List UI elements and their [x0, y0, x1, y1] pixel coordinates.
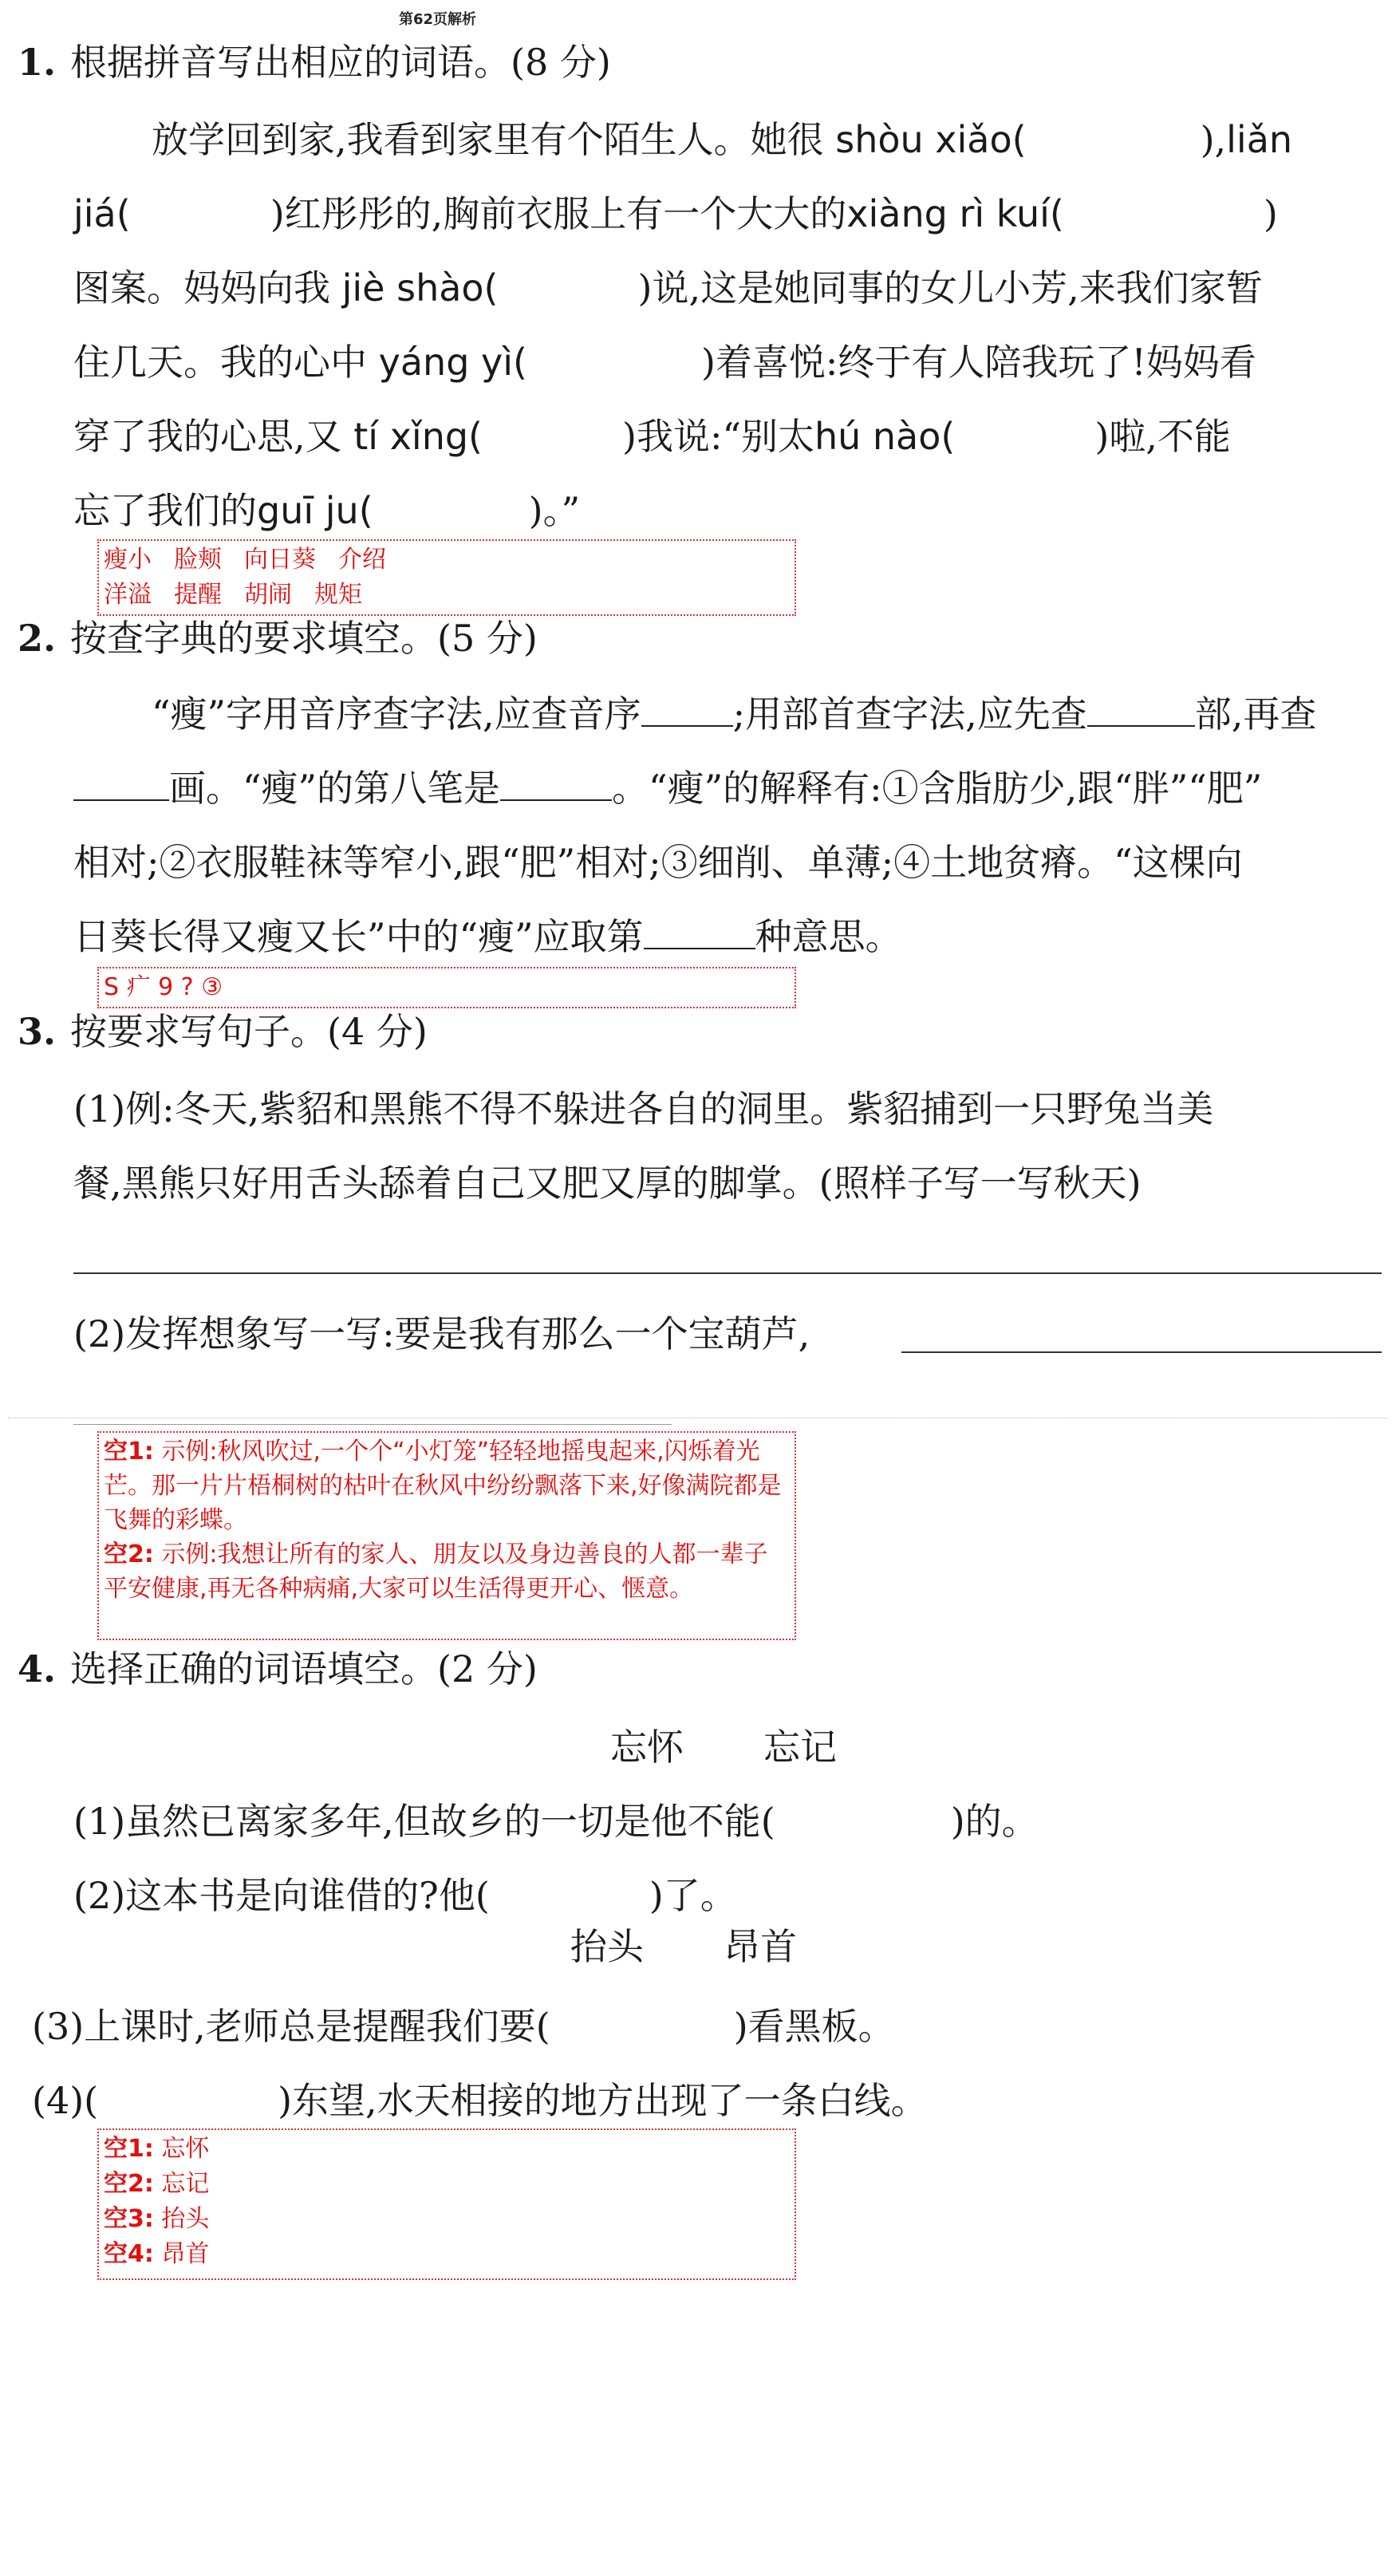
q2-text: 种意思。 [755, 915, 902, 958]
q2-number: 2. [18, 617, 57, 660]
q4-answer-row [104, 2167, 790, 2202]
q4-line-4 [32, 2077, 928, 2124]
q1-line-1 [152, 116, 1292, 164]
q4-title [18, 1645, 538, 1693]
answer-label: 空3: [104, 2205, 154, 2233]
q1-text: 图案。妈妈向我 [73, 266, 330, 310]
q4-answer-row [104, 2237, 790, 2272]
q2-blank[interactable] [644, 948, 755, 949]
q4-text: )看黑板。 [733, 2005, 895, 2048]
answer-text: 昂首 [161, 2240, 210, 2268]
q1-text: )。” [528, 489, 581, 532]
answer-word: 洋溢 [104, 581, 152, 609]
q1-pinyin: jiè shào( [341, 266, 499, 310]
answer-word: 向日葵 [244, 546, 316, 574]
q4-number: 4. [18, 1647, 57, 1690]
q1-line-3 [73, 264, 1263, 312]
q2-blank[interactable] [641, 725, 733, 727]
answer-word: 介绍 [338, 546, 386, 574]
q2-blank[interactable] [73, 799, 169, 801]
answer-text: 示例:秋风吹过,一个个“小灯笼”轻轻地摇曳起来,闪烁着光芒。那一片片梧桐树的枯叶在秋风中纷纷飘落下来,好像满院都是飞舞的彩蝶。 [104, 1438, 782, 1534]
q1-text: 忘了我们的 [73, 489, 257, 532]
answer-word: 提醒 [174, 581, 222, 609]
q4-options-2 [570, 1923, 797, 1970]
q1-text: )红彤彤的,胸前衣服上有一个大大的 [270, 192, 847, 235]
answer-text: 示例:我想让所有的家人、朋友以及身边善良的人都一辈子平安健康,再无各种病痛,大家可以生活得更开心、惬意。 [104, 1540, 768, 1603]
q1-number: 1. [18, 41, 57, 84]
q1-text: 住几天。我的心中 [73, 341, 367, 384]
q4-answer-row [104, 2132, 790, 2167]
q2-text: 画。“瘦”的第八笔是 [169, 767, 501, 810]
q2-text: 部,再查 [1194, 692, 1317, 736]
q1-line-4 [73, 338, 1256, 386]
answer-label: 空2: [104, 2170, 154, 2198]
q1-pinyin: liǎn [1226, 118, 1293, 161]
option-word: 忘记 [763, 1726, 837, 1769]
answer-text: 抬头 [161, 2205, 210, 2233]
q4-line-3 [32, 2002, 895, 2050]
q1-pinyin: hú nào( [814, 415, 956, 458]
q1-title-text: 根据拼音写出相应的词语。(8 分) [70, 41, 611, 84]
answer-label: 空4: [104, 2240, 154, 2268]
q4-line-1 [73, 1797, 1039, 1845]
q2-answer-text: S 疒 9 ? ③ [104, 973, 223, 1001]
q1-line-6 [73, 487, 580, 535]
q3-title [18, 1008, 428, 1055]
q2-line-2 [73, 764, 1262, 812]
option-word: 忘怀 [610, 1726, 684, 1769]
q2-text: ;用部首查字法,应先查 [732, 692, 1087, 736]
answer-label: 空1: [104, 1438, 154, 1466]
q1-text: ), [1200, 118, 1227, 161]
q3-line-1: (1)例:冬天,紫貂和黑熊不得不躲进各自的洞里。紫貂捕到一只野兔当美 [73, 1087, 1214, 1130]
answer-label: 空1: [104, 2135, 154, 2163]
answer-word: 瘦小 [104, 546, 152, 574]
q4-options-1 [610, 1723, 837, 1771]
q2-line-1 [152, 690, 1316, 738]
q4-text: (1)虽然已离家多年,但故乡的一切是他不能( [73, 1800, 775, 1843]
q2-blank[interactable] [500, 799, 612, 801]
page-header: 第62页解析 [399, 11, 477, 28]
q3-line-2: 餐,黑熊只好用舌头舔着自己又肥又厚的脚掌。(照样子写一写秋天) [73, 1162, 1142, 1205]
q1-line-5 [73, 412, 1231, 460]
q1-text: )说,这是她同事的女儿小芳,来我们家暂 [637, 266, 1263, 310]
q3-answer-line-3[interactable] [73, 1424, 672, 1425]
q1-text: ) [1263, 192, 1278, 235]
answer-text: 忘怀 [161, 2135, 210, 2163]
q1-answer-row-1 [104, 542, 790, 578]
q4-answer-box [97, 2128, 796, 2280]
q2-text: 日葵长得又瘦又长”中的“瘦”应取第 [73, 915, 644, 958]
q1-line-2 [73, 190, 1278, 238]
answer-word: 规矩 [314, 581, 362, 609]
q1-text: )啦,不能 [1094, 415, 1231, 458]
q2-blank[interactable] [1087, 725, 1195, 727]
q2-title [18, 614, 538, 662]
q2-line-3: 相对;②衣服鞋袜等窄小,跟“肥”相对;③细削、单薄;④土地贫瘠。“这棵向 [73, 841, 1243, 884]
answer-text: 忘记 [161, 2170, 210, 2198]
q3-answer-box [97, 1431, 796, 1640]
answer-word: 胡闹 [244, 581, 292, 609]
option-word: 昂首 [724, 1925, 797, 1968]
q1-text: )着喜悦:终于有人陪我玩了!妈妈看 [700, 341, 1256, 384]
q1-pinyin: jiá( [73, 192, 131, 235]
answer-word: 脸颊 [174, 546, 222, 574]
q1-pinyin: guī ju( [257, 489, 373, 532]
q3-title-text: 按要求写句子。(4 分) [70, 1010, 428, 1053]
q1-answer-box [97, 539, 796, 616]
q1-text: 穿了我的心思,又 [73, 415, 342, 458]
q4-text: )的。 [950, 1800, 1039, 1843]
option-word: 抬头 [570, 1925, 644, 1968]
q3-answer-line-2[interactable] [901, 1351, 1382, 1353]
q4-text: )了。 [649, 1874, 737, 1917]
q1-pinyin: tí xǐng( [353, 415, 483, 458]
q1-pinyin: shòu xiǎo( [835, 118, 1027, 161]
q4-line-2 [73, 1872, 737, 1919]
q4-text: (2)这本书是向谁借的?他( [73, 1874, 490, 1917]
answer-label: 空2: [104, 1540, 154, 1568]
q4-text: (4)( [32, 2079, 99, 2122]
q2-text: “瘦”字用音序查字法,应查音序 [152, 692, 641, 736]
q1-title [18, 38, 611, 86]
q2-text: 。“瘦”的解释有:①含脂肪少,跟“胖”“肥” [612, 767, 1263, 810]
q2-line-4 [73, 913, 902, 961]
q3-line-3: (2)发挥想象写一写:要是我有那么一个宝葫芦, [73, 1312, 810, 1355]
q4-text: (3)上课时,老师总是提醒我们要( [32, 2005, 550, 2048]
q3-number: 3. [18, 1010, 57, 1053]
q2-title-text: 按查字典的要求填空。(5 分) [70, 617, 538, 660]
q1-text: 放学回到家,我看到家里有个陌生人。她很 [152, 118, 824, 161]
q4-title-text: 选择正确的词语填空。(2 分) [70, 1647, 538, 1690]
q1-answer-row-2 [104, 578, 790, 613]
q1-pinyin: yáng yì( [378, 341, 527, 384]
q4-answer-row [104, 2202, 790, 2237]
q1-text: )我说:“别太 [622, 415, 814, 458]
q3-answer-line-1[interactable] [73, 1272, 1382, 1274]
q2-answer-box [97, 967, 796, 1008]
q4-text: )东望,水天相接的地方出现了一条白线。 [278, 2079, 928, 2122]
q1-pinyin: xiàng rì kuí( [846, 192, 1064, 235]
